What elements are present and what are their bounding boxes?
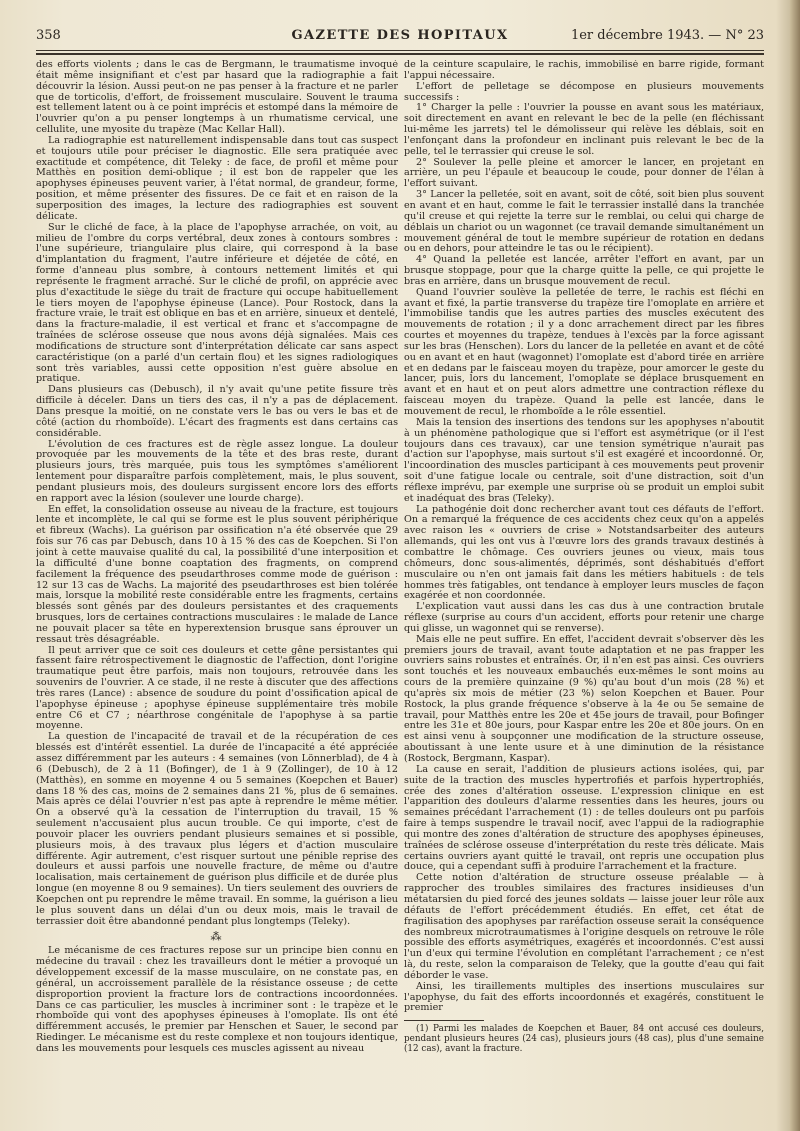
page-edge-shadow — [790, 0, 800, 1131]
paragraph: Dans plusieurs cas (Debusch), il n'y avait qu'une petite fissure très difficile à déceler. Dans un tiers des cas, il n'y a pas de déplacement. Dans presque la moitié, on ne constate vers le bas ou vers le bas et de côté (action du rhomboïde). L'écart des fragments est dans certains cas considérable. — [36, 384, 398, 439]
paragraph: des efforts violents ; dans le cas de Bergmann, le traumatisme invoqué était même insignifiant et c'est par hasard que la radiographie a fait découvrir la lésion. Aussi peut-on ne pas penser à la fracture et ne parler que de torticolis, d'effort, de froissement musculaire. Souvent le trauma est tellement latent ou à ce point imprécis et estompé dans la mémoire de l'ouvrier qu'on a pu penser longtemps à un rhumatisme cervical, une cellulite, une myosite du trapèze (Mac Kellar Hall). — [36, 60, 398, 136]
paragraph: 3° Lancer la pelletée, soit en avant, soit de côté, soit bien plus souvent en avant et en haut, comme le fait le terrassier installé dans la tranchée qu'il creuse et qui rejette la terre sur le remblai, ou celui qui charge de déblais un chariot ou un wagonnet (ce travail demande simultanément un mouvement général de tout le membre supérieur de rotation en dedans ou en dehors, pour atteindre le tas ou le récipient). — [404, 189, 764, 255]
paragraph: 1° Charger la pelle : l'ouvrier la pousse en avant sous les matériaux, soit directement en avant en relevant le bec de la pelle (en fléchissant lui-même les jarrets) tel le démolisseur qui relève les déblais, soit en l'enfonçant dans la profondeur en inclinant puis relevant le bec de la pelle, tel le terrassier qui creuse le sol. — [404, 102, 764, 157]
page-number: 358 — [36, 28, 61, 43]
paragraph: Cette notion d'altération de structure osseuse préalable — à rapprocher des troubles similaires des fractures insidieuses d'un métatarsien du pied forcé des jeunes soldats — laisse jouer leur rôle aux défauts de l'effort précédemment étudiés. En effet, cet état de fragilisation des apophyses par raréfaction osseuse serait la conséquence des nombreux microtraumatismes à l'origine desquels on retrouve le rôle possible des efforts asymétriques, exagérés et incoordonnés. C'est aussi l'un d'eux qui termine l'évolution en complétant l'arrachement ; ce n'est là, du reste, selon la comparaison de Teleky, que la goutte d'eau qui fait déborder le vase. — [404, 872, 764, 981]
footnote-rule — [404, 1020, 484, 1021]
paragraph: Quand l'ouvrier soulève la pelletée de terre, le rachis est fléchi en avant et fixé, la partie transverse du trapèze tire l'omoplate en arrière et l'immobilise tandis que les autres parties des muscles exécutent des mouvements de rotation ; il y a donc arrachement direct par les fibres courtes et moyennes du trapèze, tendues à l'excès par la force agissant sur les bras (Henschen). Lors du lancer de la pelletée en avant et de côté ou en avant et en haut (wagonnet) l'omoplate est d'abord tirée en arrière et en dedans par le faisceau moyen du trapèze, pour amorcer le geste du lancer, puis, lors du lancement, l'omoplate se déplace brusquement en avant et en haut et on peut alors admettre une contraction réflexe du faisceau moyen du trapèze. Quand la pelle est lancée, dans le mouvement de recul, le rhomboïde a le rôle essentiel. — [404, 286, 764, 417]
paragraph: En effet, la consolidation osseuse au niveau de la fracture, est toujours lente et incomplète, le cal qui se forme est le plus souvent périphérique et fibreux (Wachs). La guérison par ossification n'a été observée que 29 fois sur 76 cas par Debusch, dans 10 à 15 % des cas de Koepchen. Si l'on joint à cette mauvaise qualité du cal, la possibilité d'une interposition et la difficulté d'une bonne coaptation des fragments, on comprend facilement la fréquence des pseudarthroses comme mode de guérison : 12 sur 13 cas de Wachs. La majorité des pseudarthroses est bien tolérée mais, lorsque la mobilité reste considérable entre les fragments, certains blessés sont gênés par des douleurs persistantes et des craquements brusques, lors de certaines contractions musculaires : le malade de Lance ne pouvait placer sa tête en hyperextension brusque sans éprouver un ressaut très désagréable. — [36, 503, 398, 645]
header-rule-thick — [36, 53, 764, 55]
paragraph: Il peut arriver que ce soit ces douleurs et cette gêne persistantes qui fassent faire rétrospectivement le diagnostic de l'affection, dont l'origine traumatique peut être parfois, mais non toujours, retrouvée dans les souvenirs de l'ouvrier. A ce stade, il ne reste à discuter que des affections très rares (Lance) : absence de soudure du point d'ossification apical de l'apophyse épineuse ; apophyse épineuse supplémentaire très mobile entre C6 et C7 ; néarthrose congénitale de l'apophyse à sa partie moyenne. — [36, 644, 398, 732]
left-column — [36, 60, 398, 1120]
paragraph: La cause en serait, l'addition de plusieurs actions isolées, qui, par suite de la traction des muscles hypertrofiés et parfois hypertrophiés, crée des zones d'altération osseuse. L'expression clinique en est l'apparition des douleurs d'alarme ressenties dans les heures, jours ou semaines précédant l'arrachement (1) : de telles douleurs ont pu parfois faire à temps suspendre le travail nocif, avec l'appui de la radiographie qui montre des zones d'altération de structure des apophyses épineuses, traînées de sclérose osseuse d'interprétation du reste très délicate. Mais certains ouvriers ayant quitté le travail, ont repris une occupation plus douce, qui a cependant suffi à produire l'arrachement et la fracture. — [404, 763, 764, 873]
journal-title: GAZETTE DES HOPITAUX — [291, 28, 509, 43]
paragraph: 2° Soulever la pelle pleine et amorcer le lancer, en projetant en arrière, un peu l'épaule et beaucoup le coude, pour donner de l'élan à l'effort suivant. — [404, 156, 764, 190]
paragraph: Le mécanisme de ces fractures repose sur un principe bien connu en médecine du travail : chez les travailleurs dont le métier a provoqué un développement excessif de la masse musculaire, on ne constate pas, en général, un accroissement parallèle de la résistance osseuse ; de cette disproportion provient la fracture lors de contractions incoordonnées. Dans ce cas particulier, les muscles à incriminer sont : le trapèze et le rhomboïde qui vont des apophyses épineuses à l'omoplate. Ils ont été différemment accusés, le premier par Henschen et Sauer, le second par Riedinger. Le mécanisme est du reste complexe et non toujours identique, dans les mouvements pour lesquels ces muscles agissent au niveau — [36, 945, 398, 1054]
footnote: (1) Parmi les malades de Koepchen et Bauer, 84 ont accusé ces douleurs, pendant plusieurs heures (24 cas), plusieurs jours (48 cas), plus d'une semaine (12 cas), avant la fracture. — [404, 1024, 764, 1055]
paragraph: Mais la tension des insertions des tendons sur les apophyses n'aboutit à un phénomène pathologique que si l'effort est asymétrique (or il l'est toujours dans ces travaux), car une tension symétrique n'aurait pas d'action sur l'apophyse, mais surtout s'il est exagéré et incoordonné. Or, l'incoordination des muscles participant à ces mouvements peut provenir soit d'une fatigue locale ou centrale, soit d'une distraction, soit d'un réflexe imprévu, par exemple une surprise où se produit un emploi subit et inadéquat des bras (Teleky). — [404, 416, 764, 504]
paragraph: L'évolution de ces fractures est de règle assez longue. La douleur provoquée par les mouvements de la tête et des bras reste, durant plusieurs jours, très marquée, puis tous les symptômes s'améliorent lentement pour disparaître parfois complètement, mais, le plus souvent, pendant plusieurs mois, des douleurs surgissent encore lors des efforts en rapport avec la lésion (soulever une lourde charge). — [36, 438, 398, 504]
page-header — [36, 28, 764, 48]
issue-date: 1er décembre 1943. — N° 23 — [570, 28, 764, 43]
paragraph: 4° Quand la pelletée est lancée, arrêter l'effort en avant, par un brusque stoppage, pour que la charge quitte la pelle, ce qui projette le bras en arrière, dans un brusque mouvement de recul. — [404, 254, 764, 287]
paragraph: La pathogénie doit donc rechercher avant tout ces défauts de l'effort. On a remarqué la fréquence de ces accidents chez ceux qu'on a appelés avec raison les « ouvriers de crise » Notstandsarbeiter des auteurs allemands, qui les ont vus à l'œuvre lors des grands travaux destinés à combattre le chômage. Ces ouvriers jeunes ou vieux, mais tous chômeurs, donc sous-alimentés, déprimés, sont déshabitués d'effort musculaire ou n'en ont jamais fait dans les métiers habituels : de tels hommes très fatigables, ont tendance à employer leurs muscles de façon exagérée et non coordonnée. — [404, 503, 764, 602]
paragraph: L'explication vaut aussi dans les cas dus à une contraction brutale réflexe (surprise au cours d'un accident, efforts pour retenir une charge qui glisse, un wagonnet qui se renverse). — [404, 601, 764, 634]
paragraph: L'effort de pelletage se décompose en plusieurs mouvements successifs : — [404, 80, 764, 103]
right-column — [404, 60, 764, 1120]
paragraph: de la ceinture scapulaire, le rachis, immobilisé en barre rigide, formant l'appui nécessaire. — [404, 60, 764, 81]
paragraph: La radiographie est naturellement indispensable dans tout cas suspect et toujours utile pour préciser le diagnostic. Elle sera pratiquée avec exactitude et compétence, dit Teleky : de face, de profil et même pour Matthès en position demi-oblique ; il est bon de rappeler que les apophyses épineuses peuvent varier, à l'état normal, de grandeur, forme, position, et même présenter des fissures. De ce fait et en raison de la superposition des images, la lecture des radiographies est souvent délicate. — [36, 134, 398, 222]
paragraph: Ainsi, les tiraillements multiples des insertions musculaires sur l'apophyse, du fait des efforts incoordonnés et exagérés, constituent le premier — [404, 980, 764, 1014]
paragraph: Sur le cliché de face, à la place de l'apophyse arrachée, on voit, au milieu de l'ombre du corps vertébral, deux zones à contours sombres : l'une supérieure, triangulaire plus claire, qui correspond à la base d'implantation du fragment, l'autre inférieure et déjetée de côté, en forme d'anneau plus sombre, à contours nettement limités et qui représente le fragment arraché. Sur le cliché de profil, on apprécie avec plus d'exactitude le siège du trait de fracture qui occupe habituellement le tiers moyen de l'apophyse épineuse (Lance). Pour Rostock, dans la fracture vraie, le trait est oblique en bas et en arrière, sinueux et dentelé, dans la fracture-maladie, il est vertical et franc et s'accompagne de traînées de sclérose osseuse que nous avons déjà signalées. Mais ces modifications de structure sont d'interprétation délicate car sans aspect caractéristique (on a parlé d'un certain flou) et les signes radiologiques sont très variables, aussi cette opposition n'est guère absolue en pratique. — [36, 221, 398, 385]
section-separator: ⁂ — [210, 929, 224, 943]
header-rule — [36, 50, 764, 51]
paragraph: Mais elle ne peut suffire. En effet, l'accident devrait s'observer dès les premiers jours de travail, avant toute adaptation et ne pas frapper les ouvriers sains robustes et entraînés. Or, il n'en est pas ainsi. Ces ouvriers sont touchés et les nouveaux embauchés eux-mêmes le sont moins au cours de la première quinzaine (9 %) qu'au bout d'un mois (28 %) et qu'après six mois de métier (23 %) selon Koepchen et Bauer. Pour Rostock, la plus grande fréquence s'observe à la 4e ou 5e semaine de travail, pour Matthès entre les 20e et 45e jours de travail, pour Bofinger entre les 31e et 80e jours, pour Kaspar entre les 20e et 80e jours. On en est ainsi venu à soupçonner une modification de la structure osseuse, aboutissant à une lente usure et à une diminution de la résistance (Rostock, Bergmann, Kaspar). — [404, 633, 764, 764]
paragraph: La question de l'incapacité de travail et de la récupération de ces blessés est d'intérêt essentiel. La durée de l'incapacité a été appréciée assez différemment par les auteurs : 4 semaines (von Lönnerblad), de 4 à 6 (Debusch), de 2 à 11 (Bofinger), de 1 à 9 (Zollinger), de 10 à 12 (Matthès), en somme en moyenne 4 ou 5 semaines (Koepchen et Bauer) dans 18 % des cas, moins de 2 semaines dans 21 %, plus de 6 semaines. Mais après ce délai l'ouvrier n'est pas apte à reprendre le même métier. On a observé qu'à la cessation de l'interruption du travail, 15 % seulement n'accusaient plus aucun trouble. Ce qui importe, c'est de pouvoir placer les ouvriers pendant plusieurs semaines et si possible, plusieurs mois, à des travaux plus légers et d'action musculaire différente. Agir autrement, c'est risquer surtout une pénible reprise des douleurs et aussi parfois une nouvelle fracture, de même ou d'autre localisation, mais certainement de guérison plus difficile et de durée plus longue (en moyenne 8 ou 9 semaines). Un tiers seulement des ouvriers de Koepchen ont pu reprendre le même travail. En somme, la guérison a lieu le plus souvent dans un délai d'un ou deux mois, mais le travail de terrassier doit être abandonné pendant plus longtemps (Teleky). — [36, 731, 398, 927]
